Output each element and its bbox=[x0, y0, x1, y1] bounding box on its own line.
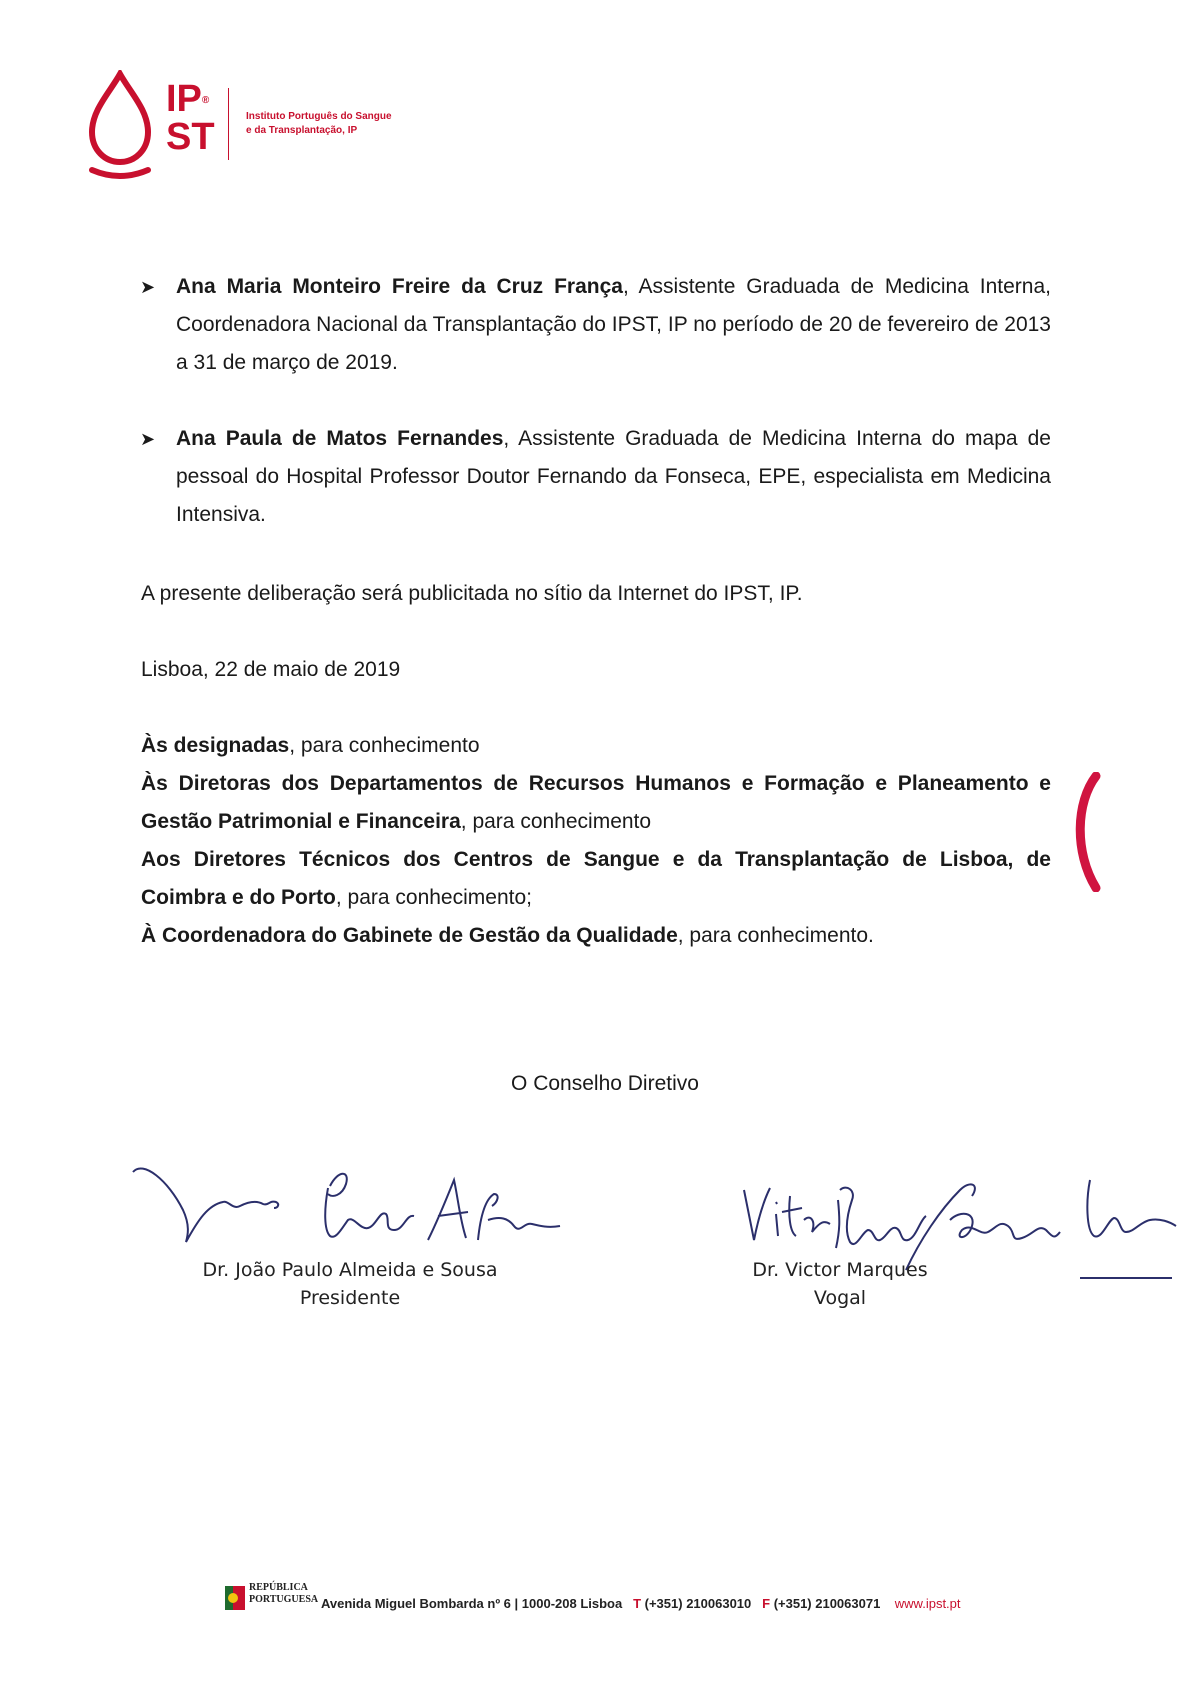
footer-fax: (+351) 210063071 bbox=[773, 1596, 881, 1611]
institute-name: Instituto Português do Sangue e da Transplantação, IP bbox=[246, 111, 392, 136]
place-date: Lisboa, 22 de maio de 2019 bbox=[141, 658, 401, 681]
person-description: , Assistente Graduada de Medicina Interna, Coordenadora Nacional da Transplantação do IPST, IP no período de 20 de fevereiro de 2013 a 31 de março de 2019. bbox=[176, 275, 1051, 374]
distribution-item: Aos Diretores Técnicos dos Centros de Sangue e da Transplantação de Lisboa, de Coimbra e do Porto, para conhecimento; bbox=[141, 848, 1051, 909]
arrow-bullet-icon: ➤ bbox=[140, 429, 156, 449]
signatory-role: Presidente bbox=[299, 1287, 401, 1309]
signatory-name: Dr. João Paulo Almeida e Sousa bbox=[202, 1259, 498, 1281]
blood-drop-icon bbox=[88, 70, 168, 180]
council-title: O Conselho Diretivo bbox=[511, 1072, 699, 1095]
logo-divider bbox=[228, 88, 229, 160]
signature-president bbox=[128, 1150, 608, 1260]
distribution-item: Às Diretoras dos Departamentos de Recursos Humanos e Formação e Planeamento e Gestão Patrimonial e Financeira, para conhecimento bbox=[141, 772, 1051, 833]
red-bracket-mark bbox=[1068, 772, 1108, 892]
portugal-emblem-icon bbox=[225, 1584, 245, 1612]
ipst-logo bbox=[88, 70, 428, 180]
distribution-list bbox=[141, 727, 1051, 955]
person-description: , Assistente Graduada de Medicina Interna do mapa de pessoal do Hospital Professor Doutor Fernando da Fonseca, EPE, especialista em Medicina Intensiva. bbox=[176, 427, 1051, 526]
signatory-vogal bbox=[690, 1256, 990, 1312]
footer-contact-line bbox=[321, 1596, 961, 1611]
bullet-item bbox=[140, 420, 1051, 534]
bullet-item bbox=[140, 268, 1051, 382]
footer-phone: (+351) 210063010 bbox=[644, 1596, 752, 1611]
person-name: Ana Maria Monteiro Freire da Cruz França bbox=[176, 275, 623, 298]
signatory-role: Vogal bbox=[813, 1287, 867, 1309]
republica-portuguesa-label: REPÚBLICA PORTUGUESA bbox=[249, 1582, 319, 1605]
fax-label: F bbox=[762, 1596, 771, 1611]
distribution-item: Às designadas, para conhecimento bbox=[141, 734, 480, 757]
arrow-bullet-icon: ➤ bbox=[140, 277, 156, 297]
signatory-president bbox=[180, 1256, 520, 1312]
footer-address: Avenida Miguel Bombarda nº 6 | 1000-208 Lisboa bbox=[321, 1596, 623, 1611]
person-name: Ana Paula de Matos Fernandes bbox=[176, 427, 504, 450]
phone-label: T bbox=[633, 1596, 642, 1611]
signatory-name: Dr. Victor Marques bbox=[752, 1259, 928, 1281]
publication-note: A presente deliberação será publicitada no sítio da Internet do IPST, IP. bbox=[141, 582, 803, 605]
footer bbox=[225, 1582, 1025, 1622]
logo-letters: IP® ST bbox=[166, 78, 215, 158]
footer-website-link[interactable]: www.ipst.pt bbox=[894, 1596, 961, 1611]
distribution-item: À Coordenadora do Gabinete de Gestão da Qualidade, para conhecimento. bbox=[141, 924, 874, 947]
